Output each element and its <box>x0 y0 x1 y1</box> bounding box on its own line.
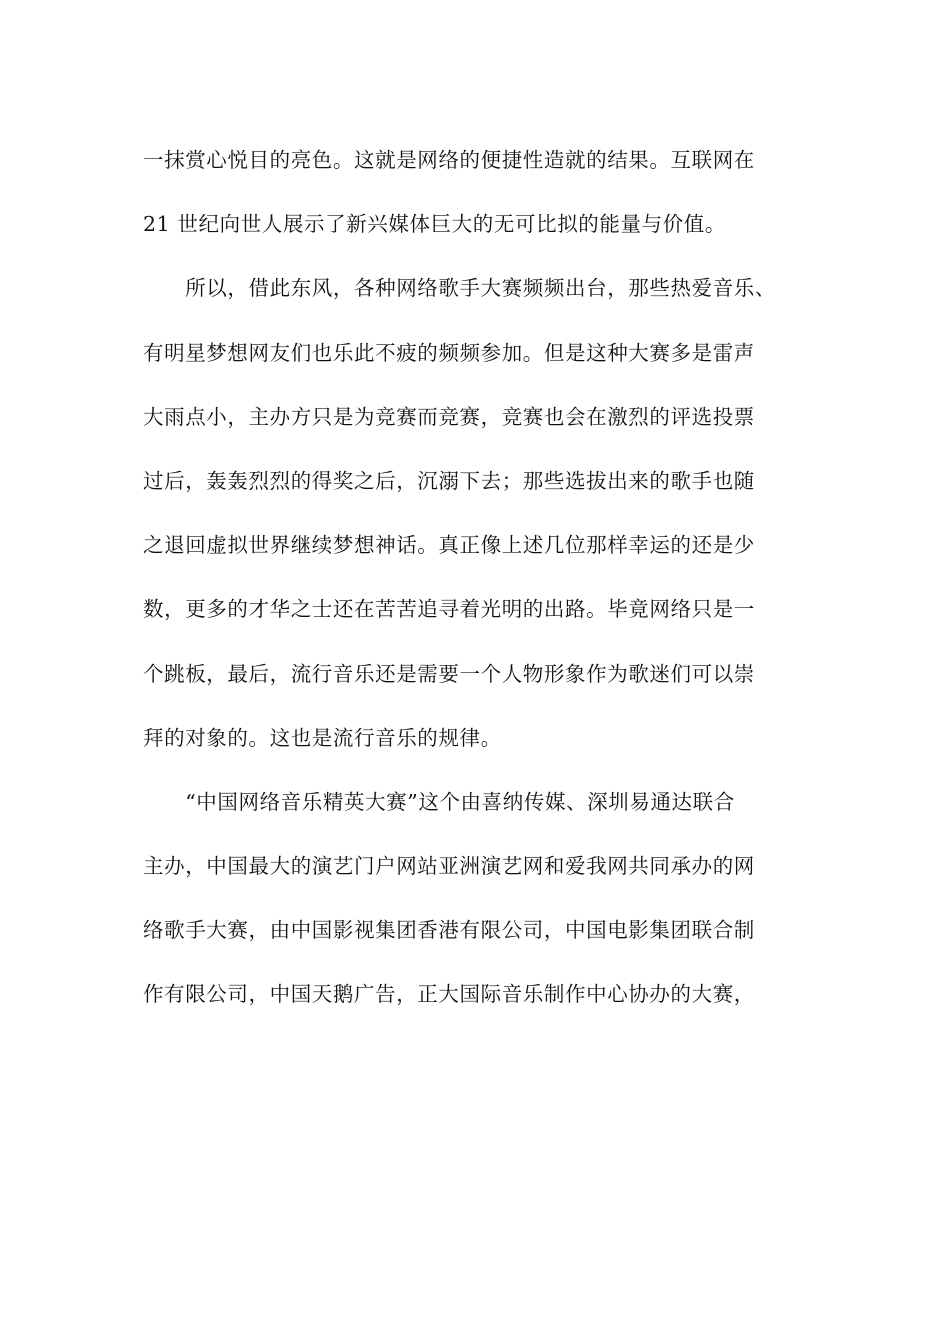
text-line: 拜的对象的。这也是流行音乐的规律。 <box>143 725 502 750</box>
text-line: 21 世纪向世人展示了新兴媒体巨大的无可比拟的能量与价值。 <box>143 212 726 237</box>
text-line: 有明星梦想网友们也乐此不疲的频频参加。但是这种大赛多是雷声 <box>143 340 755 365</box>
text-line: 过后，轰轰烈烈的得奖之后，沉溺下去；那些选拔出来的歌手也随 <box>143 468 755 493</box>
text-line: 络歌手大赛，由中国影视集团香港有限公司，中国电影集团联合制 <box>143 918 755 943</box>
paragraph-start-line: “中国网络音乐精英大赛”这个由喜纳传媒、深圳易通达联合 <box>143 789 735 814</box>
text-line: 大雨点小，主办方只是为竞赛而竞赛，竞赛也会在激烈的评选投票 <box>143 404 755 429</box>
text-line: 作有限公司，中国天鹅广告，正大国际音乐制作中心协办的大赛， <box>143 982 755 1007</box>
text-line: 之退回虚拟世界继续梦想神话。真正像上述几位那样幸运的还是少 <box>143 533 755 558</box>
text-line: 一抹赏心悦目的亮色。这就是网络的便捷性造就的结果。互联网在 <box>143 148 755 172</box>
text-line: 数，更多的才华之士还在苦苦追寻着光明的出路。毕竟网络只是一 <box>143 597 755 622</box>
text-line: 个跳板，最后，流行音乐还是需要一个人物形象作为歌迷们可以崇 <box>143 661 755 686</box>
paragraph-start-line: 所以，借此东风，各种网络歌手大赛频频出台，那些热爱音乐、 <box>143 276 776 301</box>
body-text <box>143 128 807 1027</box>
text-line: 主办，中国最大的演艺门户网站亚洲演艺网和爱我网共同承办的网 <box>143 854 755 879</box>
